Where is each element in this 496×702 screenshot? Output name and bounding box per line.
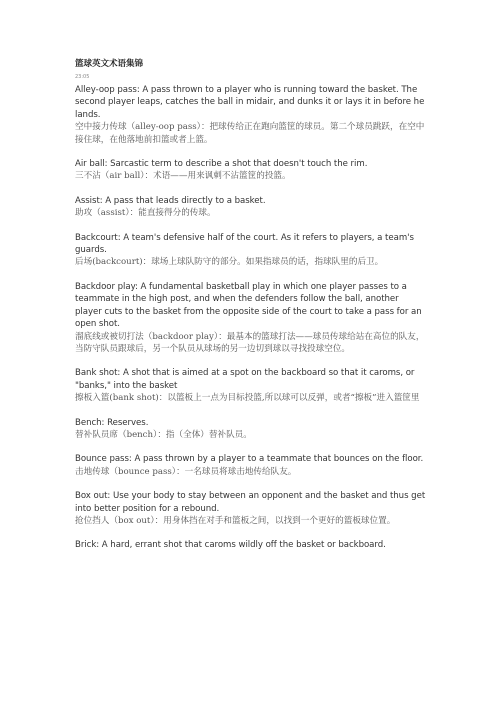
document-content — [75, 58, 427, 564]
entry-chinese: 击地传球（bounce pass）：一名球员将球击地传给队友。 — [75, 466, 297, 477]
glossary-entry-bank-shot — [75, 367, 427, 404]
entry-chinese: 抢位挡人（box out）：用身体挡在对手和篮板之间，以找到一个更好的篮板球位置。 — [75, 515, 396, 526]
entry-english: Box out: Use your body to stay between an opponent and the basket and thus get into better position for a rebound. — [75, 491, 426, 514]
entry-english: Air ball: Sarcastic term to describe a shot that doesn't touch the rim. — [75, 159, 368, 170]
glossary-entry-air-ball — [75, 158, 427, 183]
entry-english: Brick: A hard, errant shot that caroms wildly off the basket or backboard. — [75, 540, 386, 551]
entry-english: Bank shot: A shot that is aimed at a spot on the backboard so that it caroms, or "banks," into the basket — [75, 368, 415, 391]
glossary-entry-bench — [75, 417, 427, 442]
glossary-entry-backdoor-play — [75, 281, 427, 355]
document-title: 篮球英文术语集锦 — [75, 59, 144, 69]
entry-chinese: 替补队员席（bench）：指（全体）替补队员。 — [75, 429, 252, 440]
glossary-entry-backcourt — [75, 232, 427, 269]
entry-chinese: 后场(backcourt)：球场上球队防守的部分。如果指球员的话，指球队里的后卫。 — [75, 257, 384, 268]
entry-english: Assist: A pass that leads directly to a basket. — [75, 195, 266, 206]
entry-chinese: 助攻（assist）：能直接得分的传球。 — [75, 208, 216, 219]
entry-english: Bench: Reserves. — [75, 417, 149, 428]
entry-english: Alley-oop pass: A pass thrown to a player who is running toward the basket. The second player leaps, catches the ball in midair, and dunks it or lays it in before he lands. — [75, 85, 425, 120]
entry-chinese: 擦板入篮(bank shot)：以篮板上一点为目标投篮,所以球可以反弹，或者“擦板”进入篮筐里 — [75, 393, 420, 404]
glossary-entry-brick — [75, 539, 427, 551]
glossary-entry-box-out — [75, 490, 427, 527]
entry-english: Backcourt: A team's defensive half of the court. As it refers to players, a team's guards. — [75, 232, 414, 256]
entry-chinese: 空中接力传球（alley-oop pass）：把球传给正在跑向篮筐的球员。第二个球员跳跃，在空中接住球，在他落地前扣篮或者上篮。 — [75, 122, 425, 145]
glossary-entry-assist — [75, 195, 427, 220]
glossary-entry-alley-oop — [75, 84, 427, 146]
entry-chinese: 三不沾（air ball）：术语——用来讽刺不沾篮筐的投篮。 — [75, 171, 291, 182]
entry-chinese: 溜底线或被切打法（backdoor play）：最基本的篮球打法——球员传球给站在高位的队友，当防守队员跟球后，另一个队员从球场的另一边切到球以寻找投球空位。 — [75, 331, 425, 354]
entry-english: Backdoor play: A fundamental basketball play in which one player passes to a teammate in the high post, and when the defenders follow the ball, another player cuts to the basket from the opposite side of the court to take a pass for an open shot. — [75, 281, 422, 330]
document-timestamp: 23:05 — [75, 74, 90, 80]
glossary-entry-bounce-pass — [75, 453, 427, 478]
entry-english: Bounce pass: A pass thrown by a player to a teammate that bounces on the floor. — [75, 454, 424, 465]
